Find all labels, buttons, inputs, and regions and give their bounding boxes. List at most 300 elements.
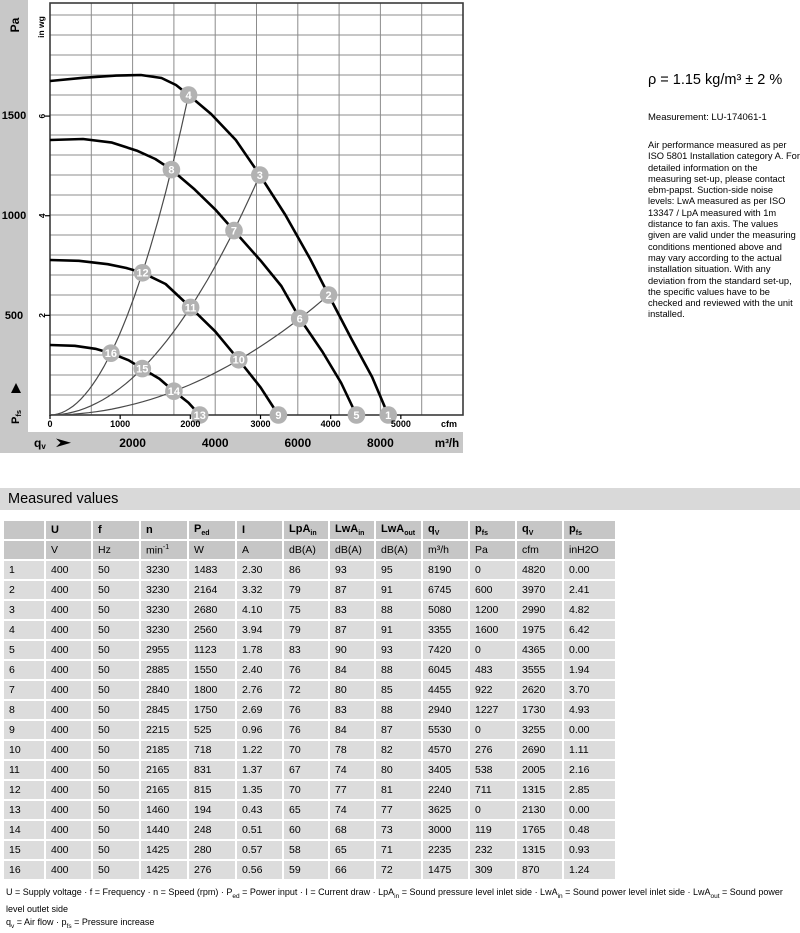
value-cell: 1227 xyxy=(470,701,515,719)
m3h-tick-label: 2000 xyxy=(119,436,146,450)
value-cell: 80 xyxy=(330,681,374,699)
value-cell: 2235 xyxy=(423,841,468,859)
value-cell: 50 xyxy=(93,561,139,579)
empty-header-cell xyxy=(4,521,44,539)
value-cell: 1425 xyxy=(141,841,187,859)
value-cell: 6.42 xyxy=(564,621,615,639)
subscript: ed xyxy=(232,892,240,900)
value-cell: 0.93 xyxy=(564,841,615,859)
value-cell: 71 xyxy=(376,841,421,859)
value-cell: 0.51 xyxy=(237,821,282,839)
column-header xyxy=(141,521,187,539)
value-cell: 0 xyxy=(470,801,515,819)
unit-cell xyxy=(470,541,515,559)
value-cell: 4570 xyxy=(423,741,468,759)
value-cell: 1.94 xyxy=(564,661,615,679)
value-cell: 2560 xyxy=(189,621,235,639)
value-cell: 6045 xyxy=(423,661,468,679)
table-row xyxy=(4,821,615,839)
subscript: ed xyxy=(201,530,210,538)
operating-point-number: 2 xyxy=(325,289,332,302)
value-cell: 2.69 xyxy=(237,701,282,719)
value-cell: 2165 xyxy=(141,761,187,779)
text-segment: A xyxy=(242,544,250,556)
value-cell: 87 xyxy=(330,581,374,599)
value-cell: 79 xyxy=(284,581,328,599)
value-cell: 0 xyxy=(470,721,515,739)
row-number-cell: 9 xyxy=(4,721,44,739)
value-cell: 0.57 xyxy=(237,841,282,859)
value-cell: 194 xyxy=(189,801,235,819)
operating-point-number: 12 xyxy=(136,267,149,280)
text-segment: U = Supply voltage · f = Frequency · n = Speed (rpm) · P xyxy=(6,887,233,897)
value-cell: 4365 xyxy=(517,641,562,659)
value-cell: 88 xyxy=(376,601,421,619)
operating-point-number: 6 xyxy=(296,313,303,326)
value-cell: 0.48 xyxy=(564,821,615,839)
value-cell: 83 xyxy=(330,601,374,619)
table-row xyxy=(4,781,615,799)
text-segment: q xyxy=(6,916,12,927)
value-cell: 1975 xyxy=(517,621,562,639)
value-cell: 3000 xyxy=(423,821,468,839)
value-cell: 2.40 xyxy=(237,661,282,679)
cfm-tick-label: 2000 xyxy=(180,419,201,429)
value-cell: 7420 xyxy=(423,641,468,659)
value-cell: 82 xyxy=(376,741,421,759)
value-cell: 400 xyxy=(46,641,91,659)
value-cell: 50 xyxy=(93,781,139,799)
m3h-tick-label: 6000 xyxy=(284,436,312,450)
unit-cell xyxy=(376,541,421,559)
value-cell: 400 xyxy=(46,781,91,799)
unit-cell xyxy=(517,541,562,559)
operating-point-number: 8 xyxy=(168,164,175,177)
operating-point-number: 11 xyxy=(184,302,197,315)
subscript: V xyxy=(434,530,440,538)
value-cell: 2940 xyxy=(423,701,468,719)
value-cell: 2.16 xyxy=(564,761,615,779)
value-cell: 2690 xyxy=(517,741,562,759)
value-cell: 1.35 xyxy=(237,781,282,799)
value-cell: 70 xyxy=(284,781,328,799)
value-cell: 0.56 xyxy=(237,861,282,879)
value-cell: 119 xyxy=(470,821,515,839)
column-header xyxy=(284,521,328,539)
value-cell: 77 xyxy=(330,781,374,799)
value-cell: 1.22 xyxy=(237,741,282,759)
x-axis-symbol-qv: qv xyxy=(34,436,46,451)
row-number-cell: 2 xyxy=(4,581,44,599)
value-cell: 2130 xyxy=(517,801,562,819)
subscript: in xyxy=(310,530,317,538)
value-cell: 400 xyxy=(46,621,91,639)
value-cell: 50 xyxy=(93,841,139,859)
value-cell: 538 xyxy=(470,761,515,779)
value-cell: 76 xyxy=(284,721,328,739)
measured-values-table xyxy=(2,519,617,881)
value-cell: 50 xyxy=(93,821,139,839)
value-cell: 4820 xyxy=(517,561,562,579)
subscript: V xyxy=(528,530,534,538)
text-segment: I xyxy=(242,524,246,536)
text-segment: q xyxy=(522,522,529,535)
value-cell: 400 xyxy=(46,601,91,619)
value-cell: 79 xyxy=(284,621,328,639)
value-cell: 93 xyxy=(376,641,421,659)
table-row xyxy=(4,641,615,659)
value-cell: 70 xyxy=(284,741,328,759)
value-cell: 276 xyxy=(470,741,515,759)
value-cell: 81 xyxy=(376,781,421,799)
y-axis-unit-inwg: in wg xyxy=(36,16,46,38)
value-cell: 1425 xyxy=(141,861,187,879)
value-cell: 2840 xyxy=(141,681,187,699)
column-header xyxy=(330,521,374,539)
unit-cell xyxy=(330,541,374,559)
value-cell: 85 xyxy=(376,681,421,699)
value-cell: 3230 xyxy=(141,561,187,579)
m3h-tick-label: 4000 xyxy=(201,436,229,450)
value-cell: 3.70 xyxy=(564,681,615,699)
subscript: in xyxy=(394,892,400,900)
value-cell: 74 xyxy=(330,801,374,819)
value-cell: 88 xyxy=(376,661,421,679)
text-segment: dB(A) xyxy=(335,544,362,556)
legend-line xyxy=(6,886,794,916)
column-header xyxy=(93,521,139,539)
value-cell: 3230 xyxy=(141,601,187,619)
y-axis-symbol-pfs: Pfs xyxy=(10,409,23,424)
value-cell: 80 xyxy=(376,761,421,779)
unit-cell xyxy=(423,541,468,559)
value-cell: 815 xyxy=(189,781,235,799)
value-cell: 1600 xyxy=(470,621,515,639)
value-cell: 1800 xyxy=(189,681,235,699)
row-number-cell: 16 xyxy=(4,861,44,879)
value-cell: 400 xyxy=(46,841,91,859)
value-cell: 400 xyxy=(46,701,91,719)
value-cell: 3.32 xyxy=(237,581,282,599)
subscript: fs xyxy=(66,922,72,930)
subscript: fs xyxy=(575,530,582,538)
unit-cell xyxy=(564,541,615,559)
cfm-tick-label: 4000 xyxy=(320,419,341,429)
value-cell: 2005 xyxy=(517,761,562,779)
operating-point-number: 3 xyxy=(256,169,263,182)
value-cell: 4.10 xyxy=(237,601,282,619)
text-segment: inH2O xyxy=(569,544,599,556)
value-cell: 2.85 xyxy=(564,781,615,799)
value-cell: 95 xyxy=(376,561,421,579)
value-cell: 59 xyxy=(284,861,328,879)
row-number-cell: 4 xyxy=(4,621,44,639)
text-segment: U xyxy=(51,524,59,536)
column-header xyxy=(470,521,515,539)
value-cell: 67 xyxy=(284,761,328,779)
unit-cell xyxy=(284,541,328,559)
value-cell: 280 xyxy=(189,841,235,859)
value-cell: 1123 xyxy=(189,641,235,659)
measurement-info-panel xyxy=(648,72,800,321)
value-cell: 0.00 xyxy=(564,721,615,739)
value-cell: 400 xyxy=(46,581,91,599)
value-cell: 76 xyxy=(284,661,328,679)
value-cell: 87 xyxy=(376,721,421,739)
empty-unit-cell xyxy=(4,541,44,559)
subscript: in xyxy=(358,530,365,538)
value-cell: 83 xyxy=(330,701,374,719)
value-cell: 50 xyxy=(93,761,139,779)
column-header xyxy=(564,521,615,539)
subscript: out xyxy=(404,530,416,538)
value-cell: 0.96 xyxy=(237,721,282,739)
row-number-cell: 14 xyxy=(4,821,44,839)
pa-tick-label: 1000 xyxy=(1,210,27,222)
value-cell: 68 xyxy=(330,821,374,839)
value-cell: 870 xyxy=(517,861,562,879)
value-cell: 400 xyxy=(46,861,91,879)
measured-values-title-bar: Measured values xyxy=(0,488,800,510)
value-cell: 84 xyxy=(330,661,374,679)
value-cell: 1.11 xyxy=(564,741,615,759)
value-cell: 400 xyxy=(46,661,91,679)
operating-point-number: 7 xyxy=(230,225,238,238)
value-cell: 5530 xyxy=(423,721,468,739)
value-cell: 74 xyxy=(330,761,374,779)
value-cell: 50 xyxy=(93,601,139,619)
value-cell: 0.43 xyxy=(237,801,282,819)
value-cell: 1.78 xyxy=(237,641,282,659)
cfm-tick-label: 5000 xyxy=(390,419,411,429)
value-cell: 91 xyxy=(376,621,421,639)
text-segment: m³/h xyxy=(428,544,449,556)
operating-point-number: 4 xyxy=(185,89,192,102)
value-cell: 0 xyxy=(470,641,515,659)
value-cell: 1440 xyxy=(141,821,187,839)
value-cell: 75 xyxy=(284,601,328,619)
column-header xyxy=(237,521,282,539)
cfm-tick-label: 3000 xyxy=(250,419,271,429)
text-segment: n xyxy=(146,524,153,536)
table-row xyxy=(4,841,615,859)
measurement-id: Measurement: LU-174061-1 xyxy=(648,112,767,123)
value-cell: 4455 xyxy=(423,681,468,699)
value-cell: 3405 xyxy=(423,761,468,779)
text-segment: dB(A) xyxy=(381,544,408,556)
text-segment: = Air flow · p xyxy=(14,916,67,927)
value-cell: 77 xyxy=(376,801,421,819)
m3h-tick-label: 8000 xyxy=(367,436,394,450)
unit-cell xyxy=(93,541,139,559)
unit-cell xyxy=(189,541,235,559)
value-cell: 276 xyxy=(189,861,235,879)
table-header-row xyxy=(4,521,615,539)
value-cell: 248 xyxy=(189,821,235,839)
row-number-cell: 13 xyxy=(4,801,44,819)
value-cell: 50 xyxy=(93,661,139,679)
value-cell: 4.82 xyxy=(564,601,615,619)
value-cell: 4.93 xyxy=(564,701,615,719)
value-cell: 232 xyxy=(470,841,515,859)
text-segment: q xyxy=(428,522,435,535)
row-number-cell: 8 xyxy=(4,701,44,719)
value-cell: 600 xyxy=(470,581,515,599)
value-cell: 50 xyxy=(93,581,139,599)
text-segment: P xyxy=(194,522,202,535)
value-cell: 3230 xyxy=(141,581,187,599)
column-header xyxy=(423,521,468,539)
value-cell: 50 xyxy=(93,801,139,819)
unit-cell xyxy=(237,541,282,559)
air-density-value: ρ = 1.15 kg/m³ ± 2 % xyxy=(648,72,783,88)
table-row xyxy=(4,741,615,759)
value-cell: 5080 xyxy=(423,601,468,619)
row-number-cell: 1 xyxy=(4,561,44,579)
row-number-cell: 11 xyxy=(4,761,44,779)
value-cell: 93 xyxy=(330,561,374,579)
value-cell: 0.00 xyxy=(564,561,615,579)
value-cell: 525 xyxy=(189,721,235,739)
text-segment: LpA xyxy=(289,522,311,535)
value-cell: 2164 xyxy=(189,581,235,599)
text-segment: dB(A) xyxy=(289,544,316,556)
value-cell: 3355 xyxy=(423,621,468,639)
value-cell: 2240 xyxy=(423,781,468,799)
value-cell: 78 xyxy=(330,741,374,759)
row-number-cell: 15 xyxy=(4,841,44,859)
table-row xyxy=(4,761,615,779)
value-cell: 2215 xyxy=(141,721,187,739)
value-cell: 83 xyxy=(284,641,328,659)
value-cell: 65 xyxy=(284,801,328,819)
value-cell: 400 xyxy=(46,761,91,779)
value-cell: 76 xyxy=(284,701,328,719)
value-cell: 90 xyxy=(330,641,374,659)
value-cell: 2.76 xyxy=(237,681,282,699)
unit-cell xyxy=(46,541,91,559)
pa-tick-label: 500 xyxy=(4,310,24,322)
text-segment: Hz xyxy=(98,544,111,556)
value-cell: 1.24 xyxy=(564,861,615,879)
row-number-cell: 3 xyxy=(4,601,44,619)
table-row xyxy=(4,621,615,639)
value-cell: 1550 xyxy=(189,661,235,679)
value-cell: 91 xyxy=(376,581,421,599)
value-cell: 483 xyxy=(470,661,515,679)
table-row xyxy=(4,721,615,739)
value-cell: 2.41 xyxy=(564,581,615,599)
table-row xyxy=(4,661,615,679)
value-cell: 0.00 xyxy=(564,801,615,819)
table-row xyxy=(4,681,615,699)
fan-curve xyxy=(50,139,356,415)
subscript: fs xyxy=(481,530,488,538)
value-cell: 3.94 xyxy=(237,621,282,639)
text-segment: = Pressure increase xyxy=(71,916,155,927)
operating-point-number: 1 xyxy=(385,409,392,422)
value-cell: 87 xyxy=(330,621,374,639)
text-segment: = Sound power level inlet side · LwA xyxy=(562,887,711,897)
value-cell: 8190 xyxy=(423,561,468,579)
text-segment: cfm xyxy=(522,544,539,556)
value-cell: 2845 xyxy=(141,701,187,719)
value-cell: 922 xyxy=(470,681,515,699)
value-cell: 2990 xyxy=(517,601,562,619)
operating-point-number: 14 xyxy=(167,386,181,399)
column-header xyxy=(46,521,91,539)
value-cell: 58 xyxy=(284,841,328,859)
value-cell: 50 xyxy=(93,741,139,759)
row-number-cell: 5 xyxy=(4,641,44,659)
operating-point-number: 10 xyxy=(232,354,245,367)
legend-line xyxy=(6,916,794,933)
cfm-unit-label: cfm xyxy=(440,419,458,429)
value-cell: 72 xyxy=(284,681,328,699)
operating-point-number: 13 xyxy=(193,409,206,422)
value-cell: 3230 xyxy=(141,621,187,639)
value-cell: 831 xyxy=(189,761,235,779)
subscript: in xyxy=(557,892,563,900)
inwg-tick-label: 2 xyxy=(37,312,47,318)
text-segment: = Sound pressure level inlet side · LwA xyxy=(399,887,558,897)
text-segment: V xyxy=(51,544,59,556)
subscript: out xyxy=(710,892,720,900)
value-cell: 1765 xyxy=(517,821,562,839)
value-cell: 1315 xyxy=(517,841,562,859)
value-cell: 2185 xyxy=(141,741,187,759)
value-cell: 50 xyxy=(93,621,139,639)
fan-curves xyxy=(50,75,388,415)
cfm-tick-label: 1000 xyxy=(110,419,131,429)
value-cell: 65 xyxy=(330,841,374,859)
text-segment: f xyxy=(98,524,102,536)
value-cell: 72 xyxy=(376,861,421,879)
value-cell: 3970 xyxy=(517,581,562,599)
value-cell: 1730 xyxy=(517,701,562,719)
y-axis-unit-pa: Pa xyxy=(8,17,22,33)
value-cell: 711 xyxy=(470,781,515,799)
inwg-tick-label: 6 xyxy=(37,113,47,119)
value-cell: 2680 xyxy=(189,601,235,619)
m3h-unit-label: m³/h xyxy=(434,438,460,450)
row-number-cell: 10 xyxy=(4,741,44,759)
value-cell: 718 xyxy=(189,741,235,759)
unit-cell xyxy=(141,541,187,559)
value-cell: 2620 xyxy=(517,681,562,699)
symbol-legend xyxy=(6,886,794,933)
subscript: v xyxy=(11,922,15,930)
table-row xyxy=(4,801,615,819)
value-cell: 1483 xyxy=(189,561,235,579)
operating-point-number: 15 xyxy=(136,363,149,376)
fan-curve xyxy=(50,260,278,415)
text-segment: LwA xyxy=(335,522,359,535)
value-cell: 66 xyxy=(330,861,374,879)
value-cell: 400 xyxy=(46,721,91,739)
row-number-cell: 12 xyxy=(4,781,44,799)
column-header xyxy=(189,521,235,539)
value-cell: 1750 xyxy=(189,701,235,719)
value-cell: 400 xyxy=(46,821,91,839)
value-cell: 88 xyxy=(376,701,421,719)
measurement-note: Air performance measured as per ISO 5801 Installation category A. For detailed information on the measuring set-up, please contact ebm-papst. Suction-side noise levels: LwA measured as per ISO 13347 / LpA measured with 1m distance to fan axis. The values given are valid under the measuring conditions mentioned above and may vary according to the actual installation situation. With any deviation from the standard set-up, the specific values have to be checked and reviewed with the unit installed. xyxy=(648,140,800,320)
text-segment: min xyxy=(146,544,163,557)
value-cell: 0 xyxy=(470,561,515,579)
value-cell: 1315 xyxy=(517,781,562,799)
text-segment: W xyxy=(194,544,204,556)
text-segment: p xyxy=(569,522,576,535)
